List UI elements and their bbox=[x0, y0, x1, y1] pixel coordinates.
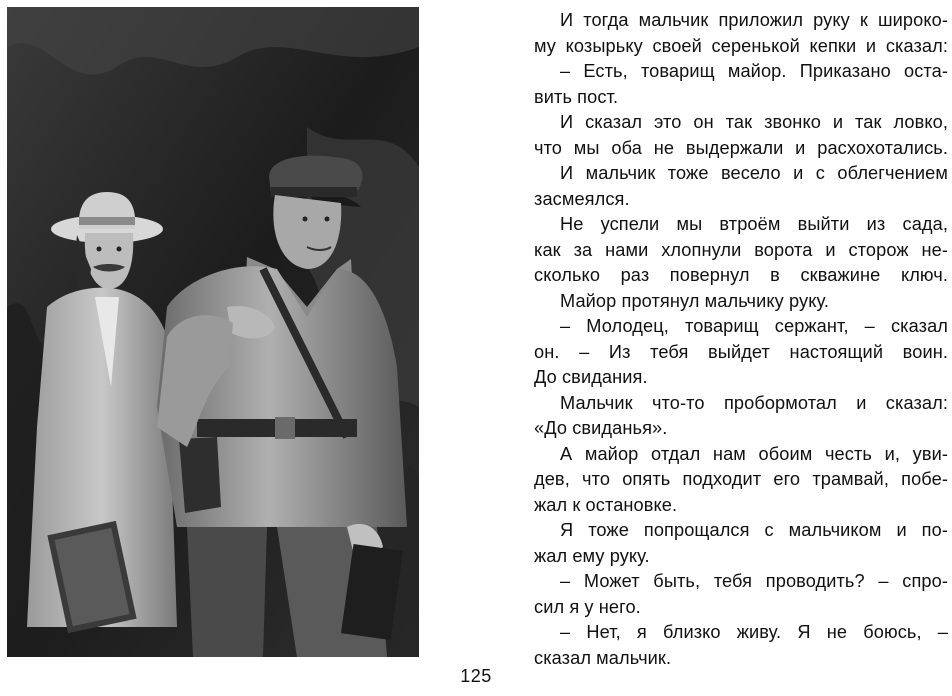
text-line: – Молодец, товарищ сержант, – сказал bbox=[560, 316, 948, 336]
text-line: А майор отдал нам обоим честь и, уви- bbox=[560, 443, 948, 464]
text-line: как за нами хлопнули ворота и сторож не- bbox=[534, 239, 948, 260]
text-line: вить пост. bbox=[534, 86, 619, 107]
text-line: До свидания. bbox=[534, 367, 648, 387]
story-text bbox=[534, 8, 948, 671]
text-line: дев, что опять подходит его трамвай, побе- bbox=[534, 469, 948, 489]
text-line: – Нет, я близко живу. Я не боюсь, – bbox=[560, 622, 948, 642]
text-line: сил я у него. bbox=[534, 596, 641, 617]
text-line: сколько раз повернул в скважине ключ. bbox=[534, 265, 948, 285]
text-line: И тогда мальчик приложил руку к широко- bbox=[560, 10, 948, 30]
text-line: И сказал это он так звонко и так ловко, bbox=[560, 112, 948, 132]
text-line: Майор протянул мальчику руку. bbox=[560, 290, 829, 311]
text-line: «До свиданья». bbox=[534, 418, 668, 438]
text-line: засмеялся. bbox=[534, 188, 630, 209]
text-line: – Может быть, тебя проводить? – спро- bbox=[560, 571, 948, 591]
two-men-illustration bbox=[7, 7, 419, 657]
text-line: И мальчик тоже весело и с облегчением bbox=[560, 163, 948, 183]
text-line: он. – Из тебя выйдет настоящий воин. bbox=[534, 341, 948, 362]
text-line: – Есть, товарищ майор. Приказано оста- bbox=[560, 61, 948, 81]
page-number: 125 bbox=[460, 666, 492, 686]
text-line: что мы оба не выдержали и расхохотались. bbox=[534, 137, 948, 158]
text-line: Я тоже попрощался с мальчиком и по- bbox=[560, 520, 948, 540]
illustration-image bbox=[7, 7, 419, 657]
text-line: жал ему руку. bbox=[534, 545, 650, 566]
text-line: жал к остановке. bbox=[534, 494, 678, 515]
text-line: сказал мальчик. bbox=[534, 647, 672, 668]
text-line: Мальчик что-то пробормотал и сказал: bbox=[560, 392, 948, 413]
text-line: му козырьку своей серенькой кепки и сказал: bbox=[534, 35, 948, 56]
text-line: Не успели мы втроём выйти из сада, bbox=[560, 214, 948, 234]
